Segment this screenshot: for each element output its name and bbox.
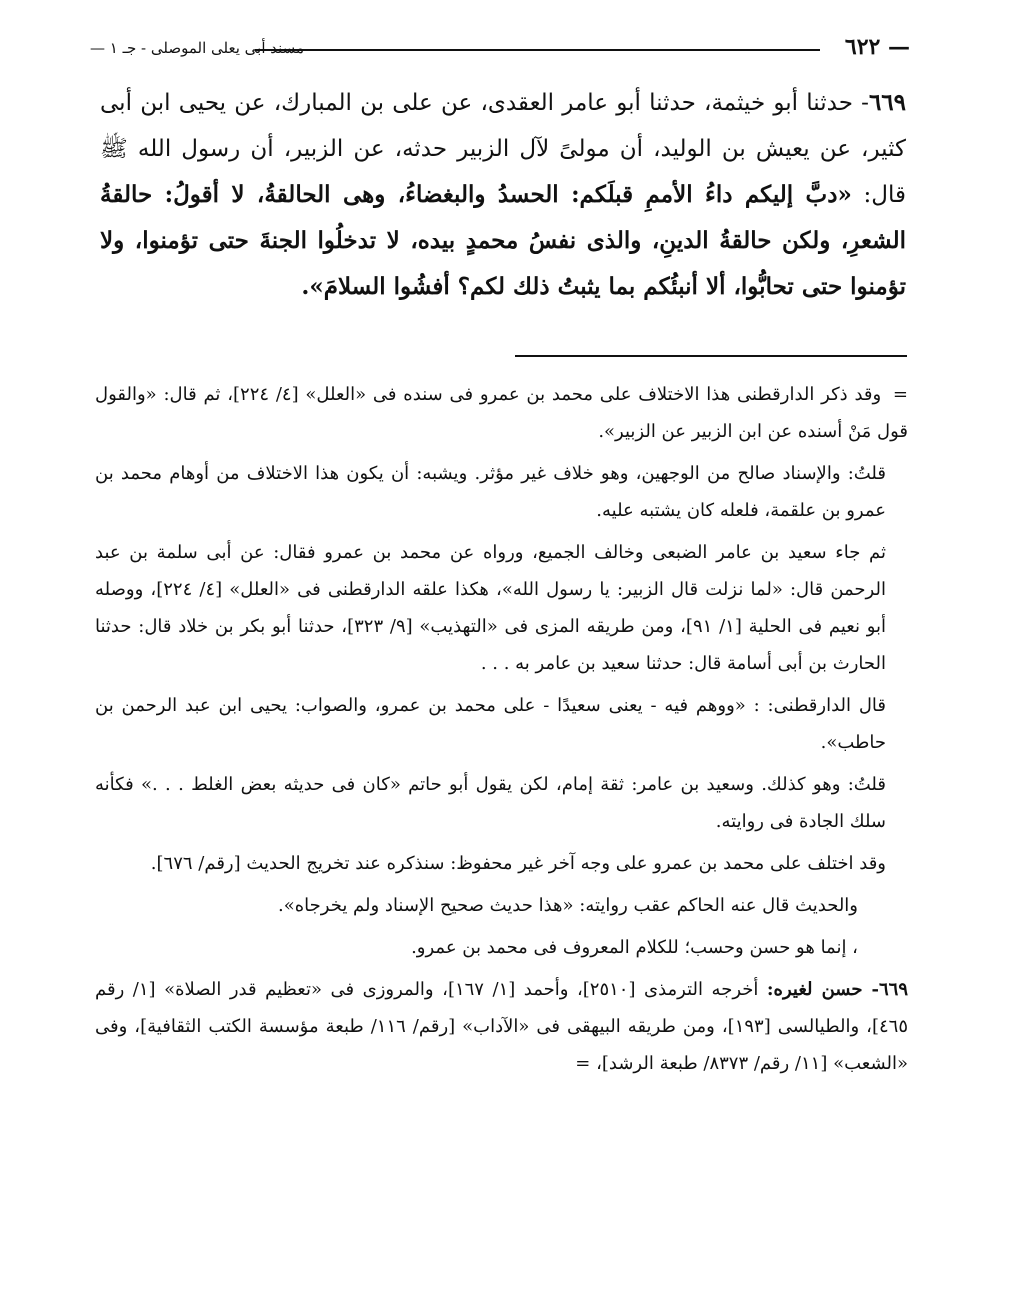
- page-number: — ٦٢٢: [844, 34, 910, 60]
- footnote-paragraph-9: [95, 971, 908, 1082]
- header-rule: [255, 49, 820, 51]
- footnote-paragraph-8: ، إنما هو حسن وحسب؛ للكلام المعروف فى محمد بن عمرو.: [411, 937, 858, 958]
- footnote-paragraph-3: ثم جاء سعيد بن عامر الضبعى وخالف الجميع، ورواه عن محمد بن عمرو فقال: عن أبى سلمة بن عبد الرحمن قال: «لما نزلت قال الزبير: يا رسول الله»، هكذا علقه الدارقطنى فى «العلل» [٤/ ٢٢٤]، ووصله أبو نعيم فى الحلية [١/ ٩١]، ومن طريقه المزى فى «التهذيب» [٩/ ٣٢٣]، حدثنا أبو بكر بن خلاد قال: حدثنا الحارث بن أبى أسامة قال: حدثنا سعيد بن عامر به . . .: [95, 542, 887, 674]
- footnote-paragraph-2: قلتُ: والإسناد صالح من الوجهين، وهو خلاف غير مؤثر. ويشبه: أن يكون هذا الاختلاف من أوهام محمد بن عمرو بن علقمة، فلعله كان يشتبه عليه.: [95, 463, 886, 521]
- hadith-number: ٦٦٩: [868, 89, 906, 116]
- continuation-mark: =: [892, 384, 908, 405]
- hadith-paragraph: [100, 80, 906, 310]
- hadith-text: [100, 80, 906, 310]
- footnote-divider: [515, 355, 907, 357]
- continuation-mark: =: [575, 1053, 591, 1074]
- footnote-text: وقد ذكر الدارقطنى هذا الاختلاف على محمد بن عمرو فى سنده فى «العلل» [٤/ ٢٢٤]، ثم قال: «والقول قول مَنْ أسنده عن ابن الزبير عن الزبير».: [95, 384, 908, 442]
- footnotes: [95, 376, 908, 1087]
- hadith-isnad: - حدثنا أبو خيثمة، حدثنا أبو عامر العقدى، عن على بن المبارك، عن يحيى ابن أبى كثير، عن يعيش بن الوليد، أن مولىً لآل الزبير حدثه، عن الزبير، أن رسول الله ﷺ قال:: [100, 90, 906, 208]
- hadith-matn: «دبَّ إليكم داءُ الأممِ قبلَكم: الحسدُ والبغضاءُ، وهى الحالقةُ، لا أقولُ: حالقةُ الشعرِ، ولكن حالقةُ الدينِ، والذى نفسُ محمدٍ بيده، لا تدخلُوا الجنةَ حتى تؤمنوا، ولا تؤمنوا حتى تحابُّوا، ألا أنبئُكم بما يثبتُ ذلك لكم؟ أفشُوا السلامَ».: [100, 181, 906, 300]
- footnote-hadith-grade: ٦٦٩- حسن لغيره:: [766, 979, 909, 1000]
- running-header: [90, 34, 910, 64]
- footnote-paragraph-5: قلتُ: وهو كذلك. وسعيد بن عامر: ثقة إمام، لكن يقول أبو حاتم «كان فى حديثه بعض الغلط . . .» فكأنه سلك الجادة فى روايته.: [95, 774, 886, 832]
- footnote-paragraph-6: وقد اختلف على محمد بن عمرو على وجه آخر غير محفوظ: سنذكره عند تخريج الحديث [رقم/ ٦٧٦].: [150, 853, 886, 874]
- footnote-paragraph-1: [95, 376, 908, 450]
- footnote-paragraph-4: قال الدارقطنى: : «ووهم فيه - يعنى سعيدًا - على محمد بن عمرو، والصواب: يحيى ابن عبد الرحمن بن حاطب».: [95, 695, 886, 753]
- footnote-paragraph-7: والحديث قال عنه الحاكم عقب روايته: «هذا حديث صحيح الإسناد ولم يخرجاه».: [278, 895, 858, 916]
- book-title: مسند أبى يعلى الموصلى - جـ ١ —: [90, 39, 305, 57]
- footnote-text: أخرجه الترمذى [٢٥١٠]، وأحمد [١/ ١٦٧]، والمروزى فى «تعظيم قدر الصلاة» [١/ رقم ٤٦٥]، والطيالسى [١٩٣]، ومن طريقه البيهقى فى «الآداب» [رقم/ ١١٦/ طبعة مؤسسة الكتب الثقافية]، وفى «الشعب» [١١/ رقم/ ٨٣٧٣/ طبعة الرشد]،: [95, 979, 909, 1074]
